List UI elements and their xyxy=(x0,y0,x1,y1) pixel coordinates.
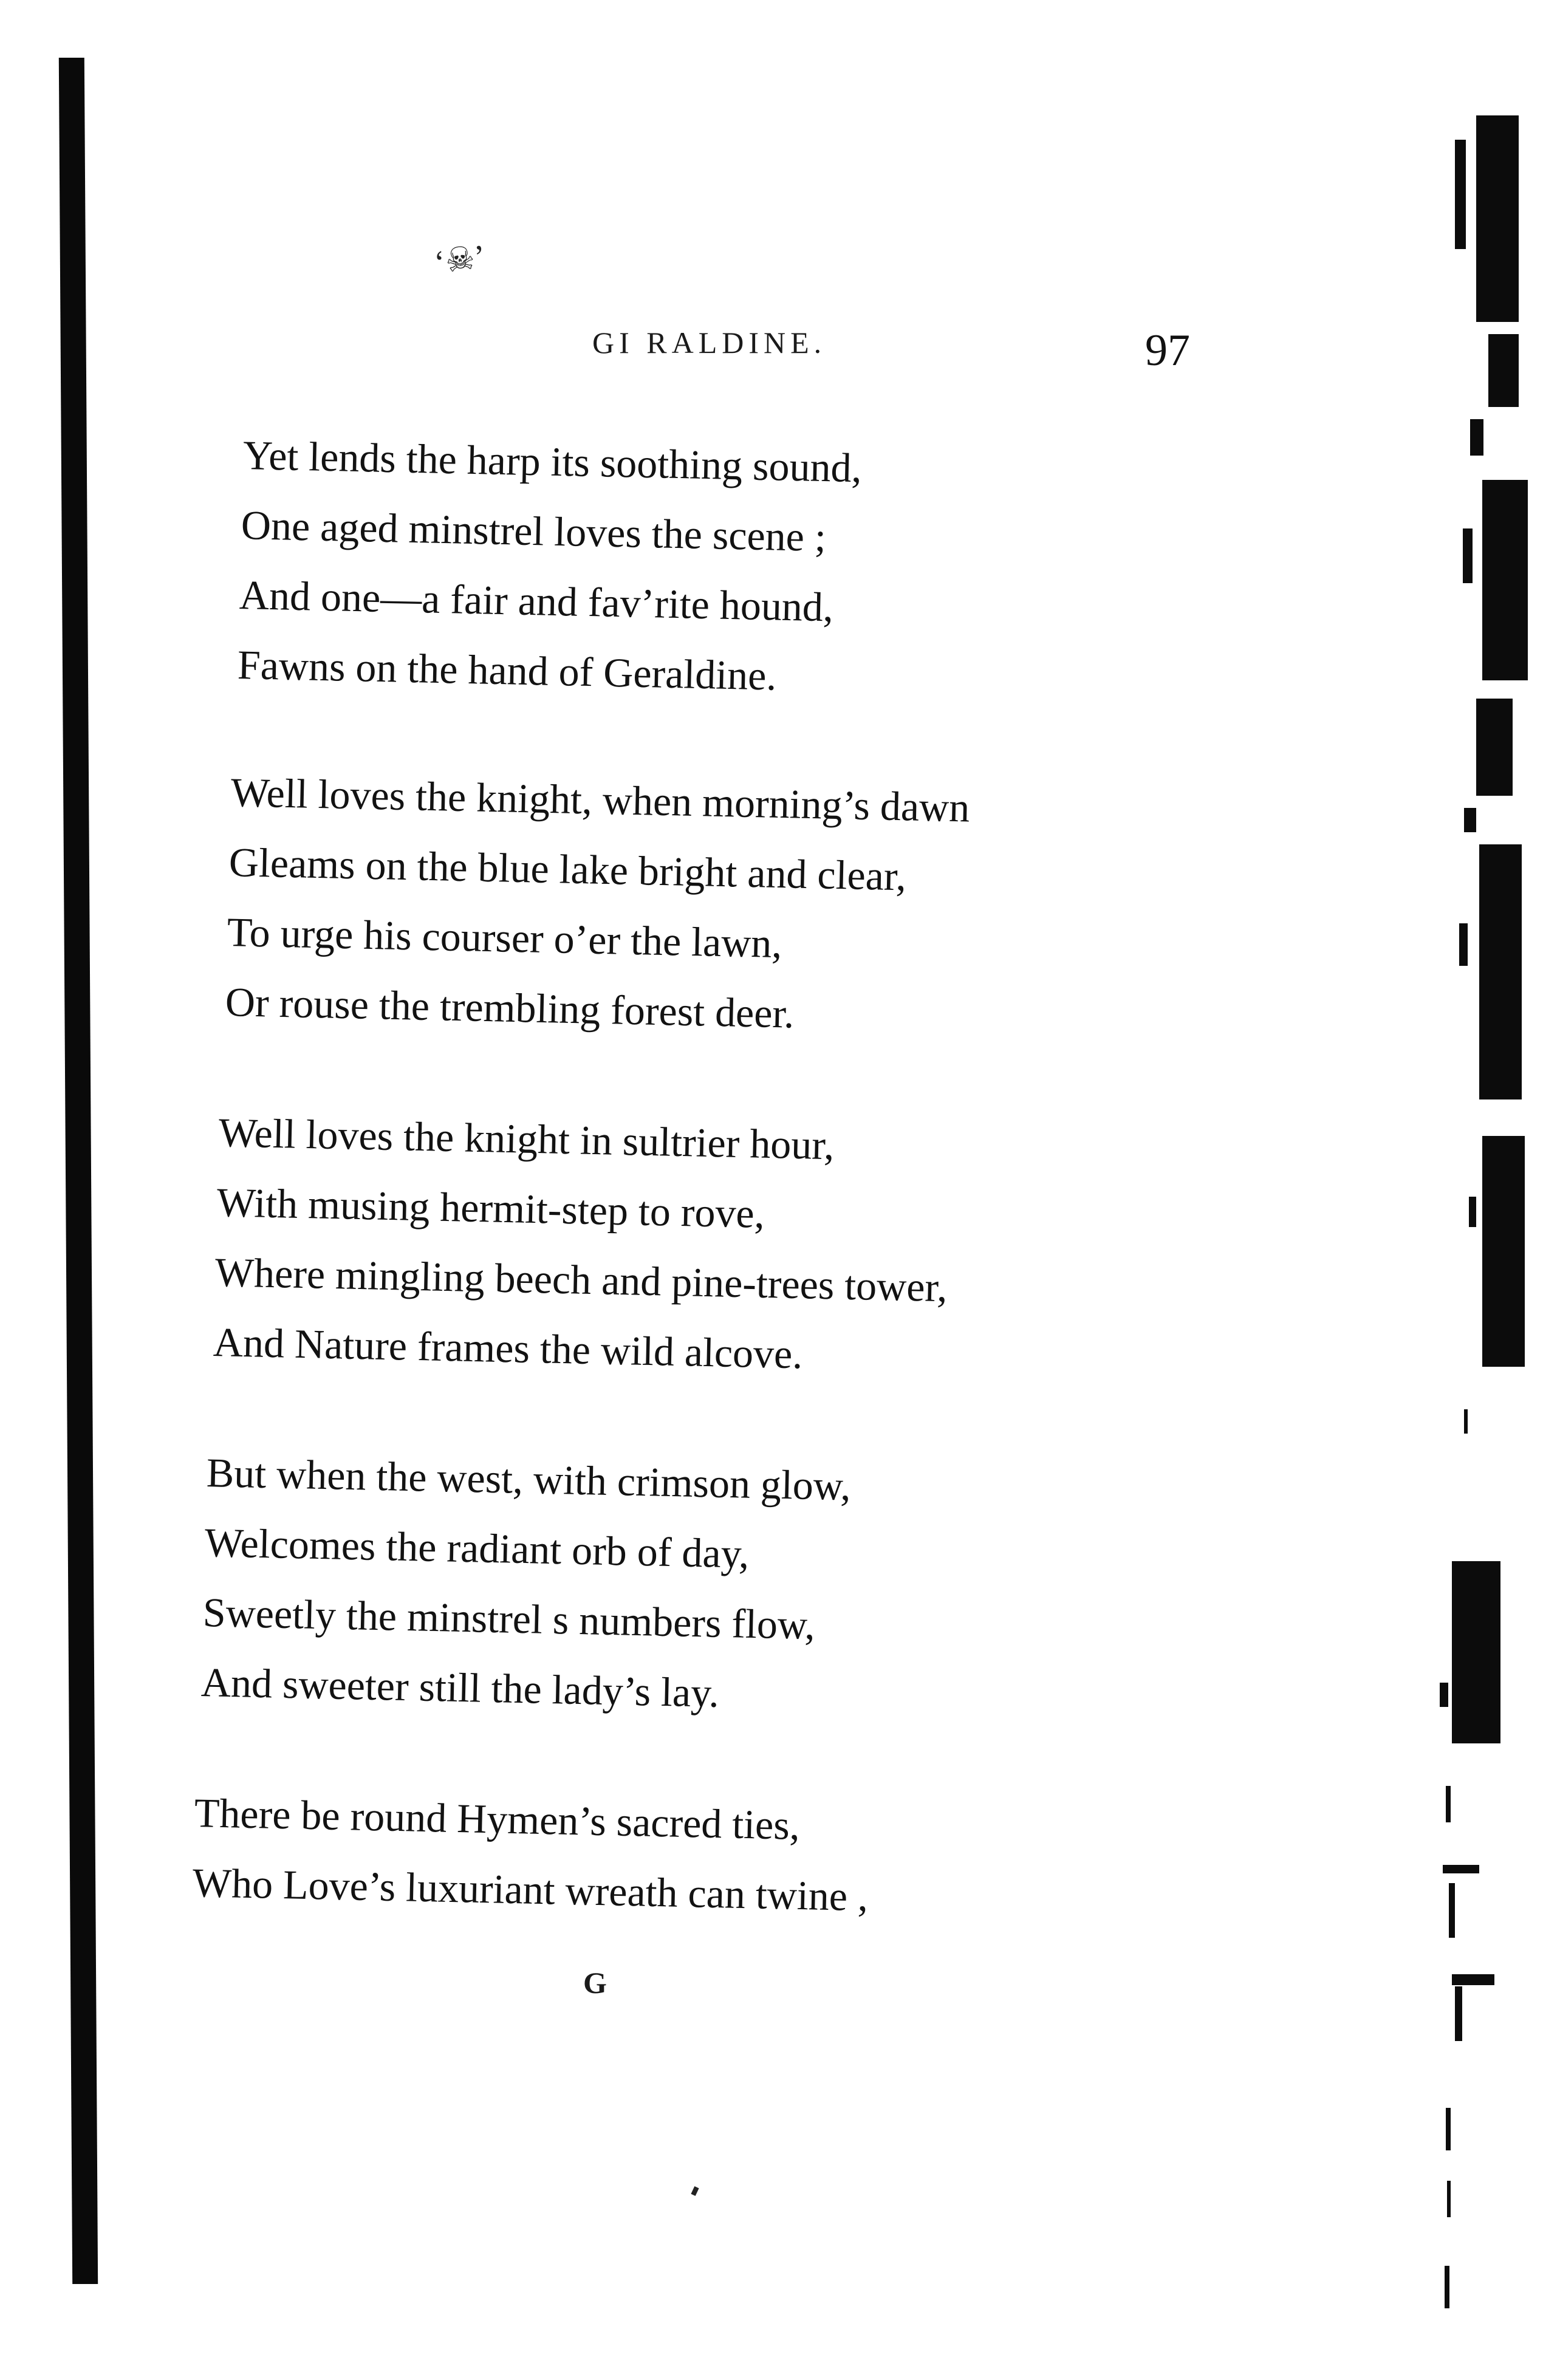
poem-line: Or rouse the trembling forest deer. xyxy=(225,979,795,1037)
poem-line: And one—a fair and fav’rite hound, xyxy=(239,572,834,631)
poem-line: Who Love’s luxuriant wreath can twine , xyxy=(192,1859,869,1920)
page-number: 97 xyxy=(1145,326,1190,375)
poem-line: Fawns on the hand of Geraldine. xyxy=(237,641,778,699)
running-title: GI RALDINE. xyxy=(592,326,827,360)
poem-line: With musing hermit-step to rove, xyxy=(216,1179,765,1237)
poem-line: Well loves the knight, when morning’s dawn xyxy=(230,769,971,831)
signature-mark: G xyxy=(583,1966,607,2000)
poem-line: Gleams on the blue lake bright and clear, xyxy=(228,839,907,900)
poem-line: Welcomes the radiant orb of day, xyxy=(204,1519,750,1577)
poem-line: Sweetly the minstrel s numbers flow, xyxy=(202,1589,816,1649)
poem-line: One aged minstrel loves the scene ; xyxy=(241,502,827,561)
head-ornament: ‘☠’ xyxy=(432,238,488,281)
poem-line: But when the west, with crimson glow, xyxy=(206,1449,852,1510)
poem-line: There be round Hymen’s sacred ties, xyxy=(194,1790,801,1848)
poem-line: And Nature frames the wild alcove. xyxy=(213,1319,804,1378)
poem-line: And sweeter still the lady’s lay. xyxy=(200,1659,720,1716)
poem-line: Where mingling beech and pine-trees tower, xyxy=(214,1249,948,1311)
poem-line: To urge his courser o’er the lawn, xyxy=(227,909,783,967)
poem-line: Well loves the knight in sultrier hour, xyxy=(218,1109,835,1169)
poem-line: Yet lends the harp its soothing sound, xyxy=(242,432,863,491)
